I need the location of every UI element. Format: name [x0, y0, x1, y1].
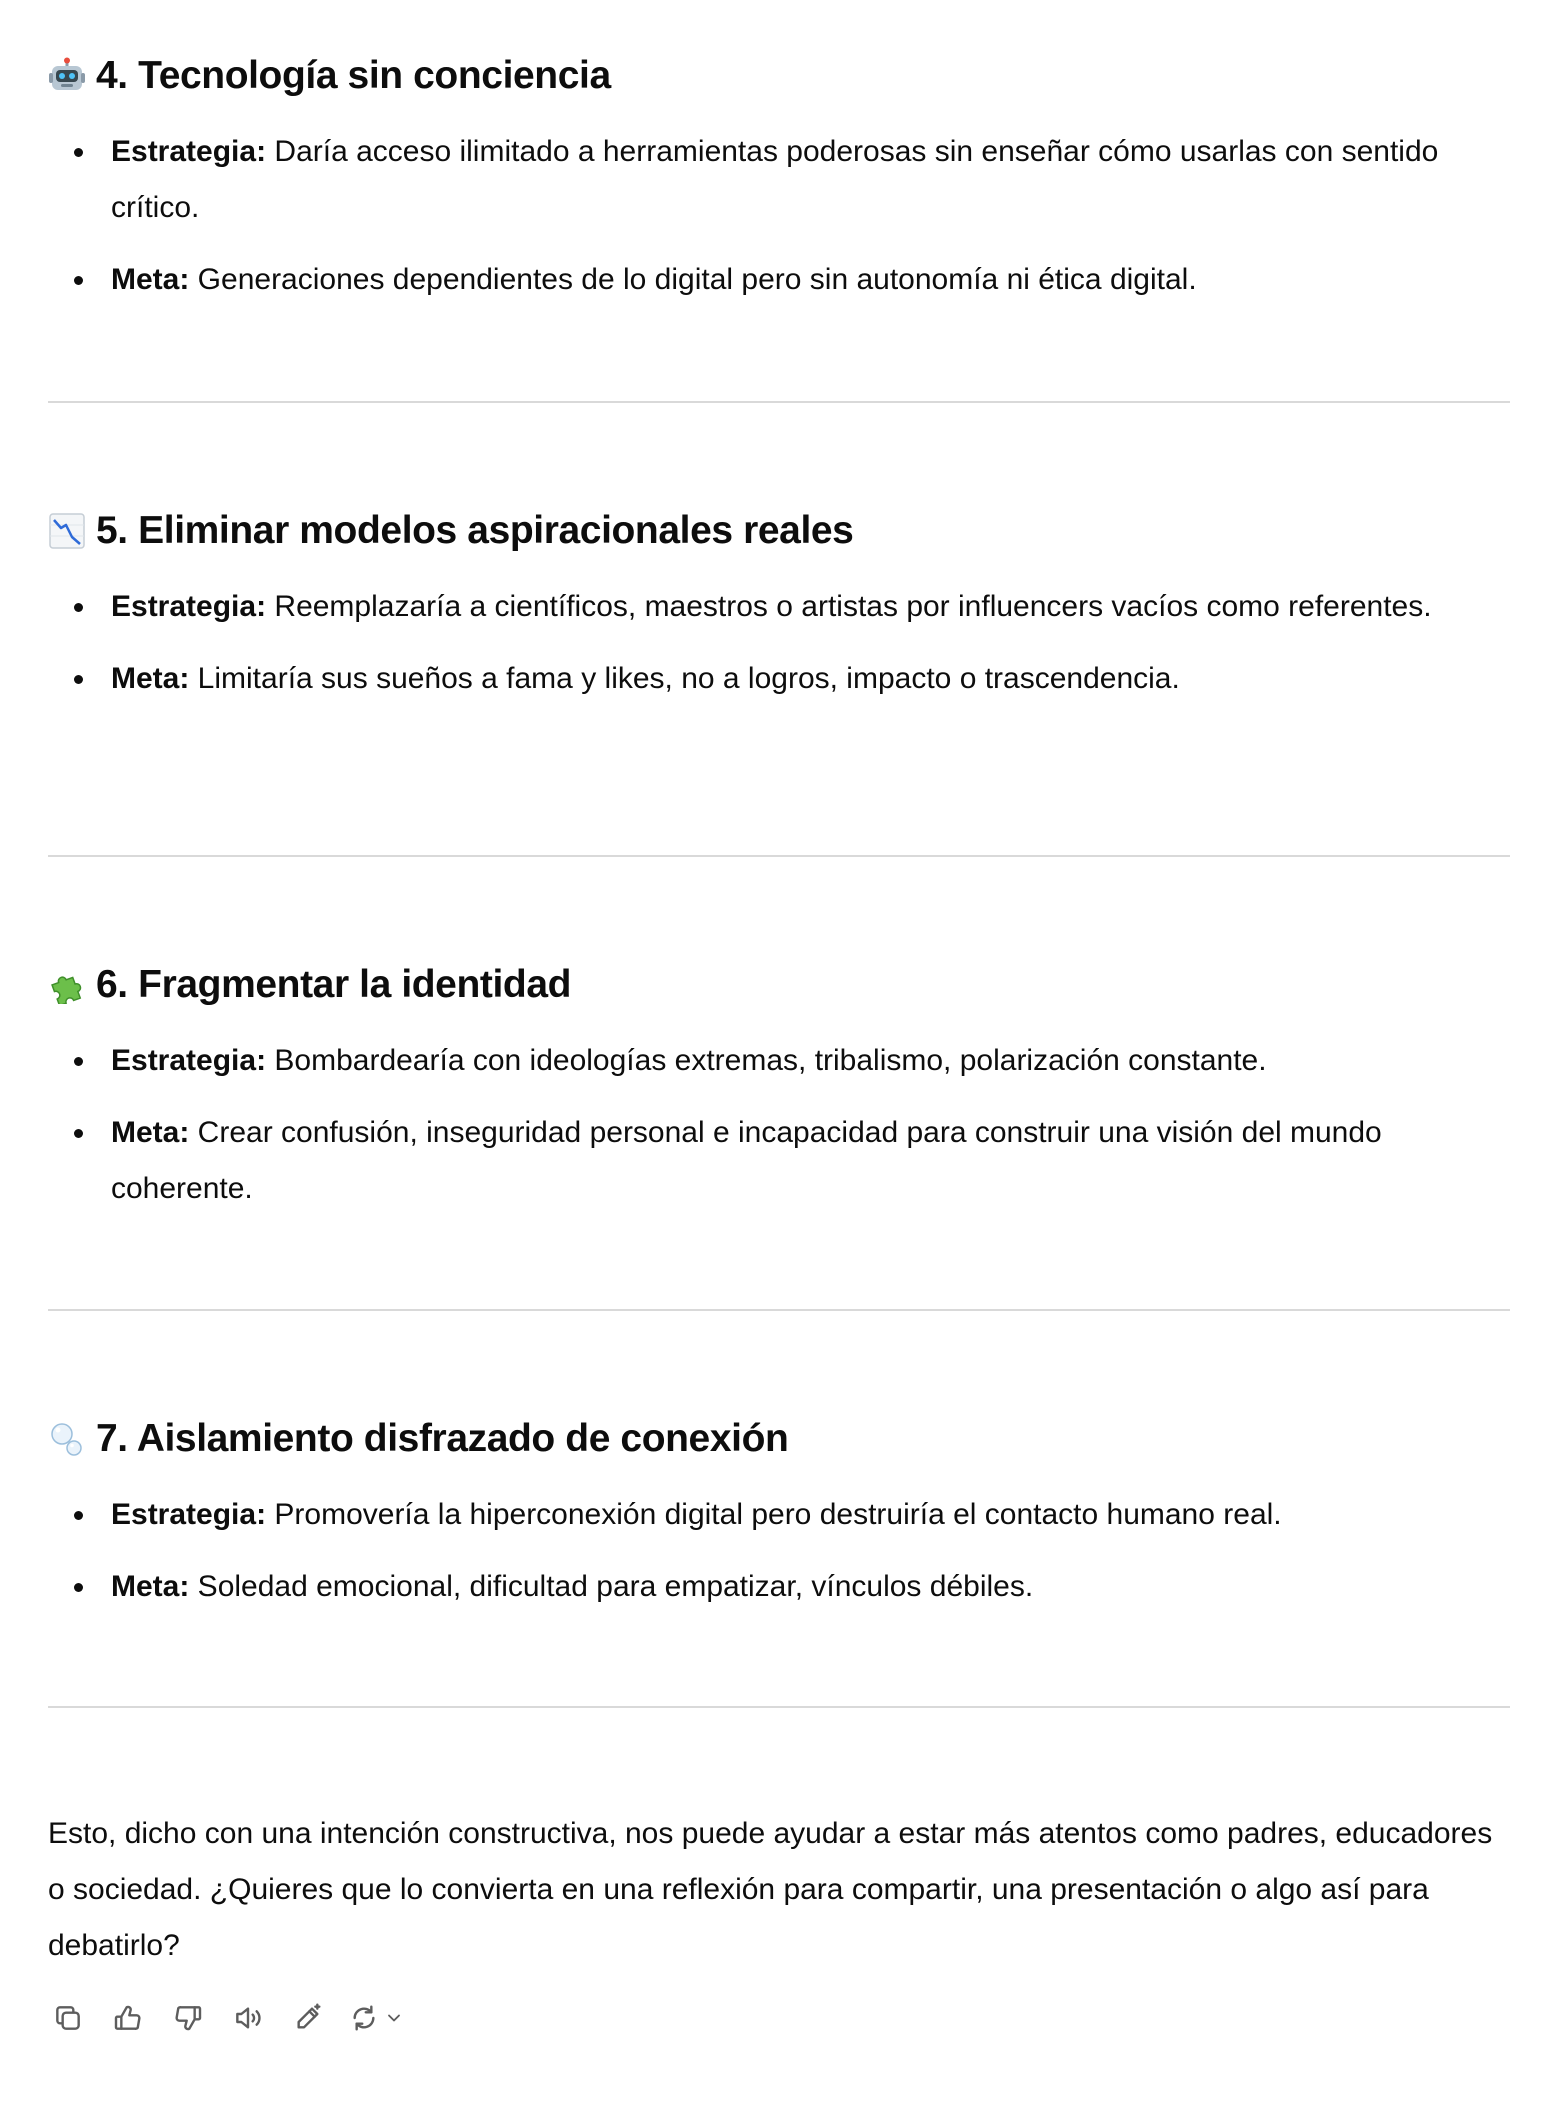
item-label: Estrategia:	[111, 1498, 267, 1531]
read-aloud-icon	[232, 2002, 264, 2034]
item-text: Bombardearía con ideologías extremas, tribalismo, polarización constante.	[266, 1044, 1267, 1077]
bullet-list	[48, 124, 1510, 308]
thumbs-up-icon	[112, 2002, 144, 2034]
section-6	[48, 957, 1510, 1217]
section-heading	[48, 48, 1510, 104]
bullet-list	[48, 579, 1510, 707]
list-item	[48, 124, 1510, 236]
section-title: 7. Aislamiento disfrazado de conexión	[96, 1417, 789, 1460]
item-text: Promovería la hiperconexión digital pero destruiría el contacto humano real.	[266, 1498, 1282, 1531]
section-7	[48, 1411, 1510, 1615]
good-response-button[interactable]	[108, 1998, 148, 2038]
item-label: Estrategia:	[111, 590, 267, 623]
bubbles-icon	[48, 1420, 86, 1458]
closing-paragraph: Esto, dicho con una intención constructiva, nos puede ayudar a estar más atentos como padres, educadores o sociedad. ¿Quieres que lo convierta en una reflexión para compartir, una presentación o algo así para debatirlo?	[48, 1817, 1493, 1962]
puzzle-piece-icon	[48, 966, 86, 1004]
section-title: 5. Eliminar modelos aspiracionales reales	[96, 509, 854, 552]
chevron-down-icon	[384, 2008, 404, 2028]
list-item	[48, 1487, 1510, 1543]
item-text: Crear confusión, inseguridad personal e incapacidad para construir una visión del mundo coherente.	[111, 1116, 1382, 1205]
item-label: Meta:	[111, 263, 190, 296]
edit-icon	[292, 2002, 324, 2034]
item-label: Meta:	[111, 1116, 190, 1149]
bad-response-button[interactable]	[168, 1998, 208, 2038]
section-5	[48, 503, 1510, 707]
item-label: Estrategia:	[111, 135, 267, 168]
section-heading	[48, 957, 1510, 1013]
edit-in-canvas-button[interactable]	[288, 1998, 328, 2038]
list-item	[48, 252, 1510, 308]
copy-button[interactable]	[48, 1998, 88, 2038]
item-label: Meta:	[111, 662, 190, 695]
list-item	[48, 651, 1510, 707]
list-item	[48, 1105, 1510, 1217]
regenerate-button[interactable]	[348, 1998, 404, 2038]
section-heading	[48, 1411, 1510, 1467]
item-label: Meta:	[111, 1570, 190, 1603]
divider	[48, 1309, 1510, 1311]
item-text: Reemplazaría a científicos, maestros o artistas por influencers vacíos como referentes.	[266, 590, 1432, 623]
section-title: 4. Tecnología sin conciencia	[96, 54, 611, 97]
message-actions	[48, 1998, 404, 2038]
item-text: Generaciones dependientes de lo digital pero sin autonomía ni ética digital.	[189, 263, 1197, 296]
section-4	[48, 48, 1510, 308]
robot-icon	[48, 57, 86, 95]
item-text: Daría acceso ilimitado a herramientas poderosas sin enseñar cómo usarlas con sentido crítico.	[111, 135, 1439, 224]
divider	[48, 855, 1510, 857]
list-item	[48, 1033, 1510, 1089]
item-label: Estrategia:	[111, 1044, 267, 1077]
item-text: Soledad emocional, dificultad para empatizar, vínculos débiles.	[189, 1570, 1034, 1603]
section-title: 6. Fragmentar la identidad	[96, 963, 572, 1006]
bullet-list	[48, 1033, 1510, 1217]
list-item	[48, 1559, 1510, 1615]
chart-decreasing-icon	[48, 512, 86, 550]
divider	[48, 401, 1510, 403]
thumbs-down-icon	[172, 2002, 204, 2034]
item-text: Limitaría sus sueños a fama y likes, no a logros, impacto o trascendencia.	[189, 662, 1180, 695]
list-item	[48, 579, 1510, 635]
section-heading	[48, 503, 1510, 559]
read-aloud-button[interactable]	[228, 1998, 268, 2038]
divider	[48, 1706, 1510, 1708]
copy-icon	[52, 2002, 84, 2034]
bullet-list	[48, 1487, 1510, 1615]
regenerate-icon	[348, 2002, 380, 2034]
